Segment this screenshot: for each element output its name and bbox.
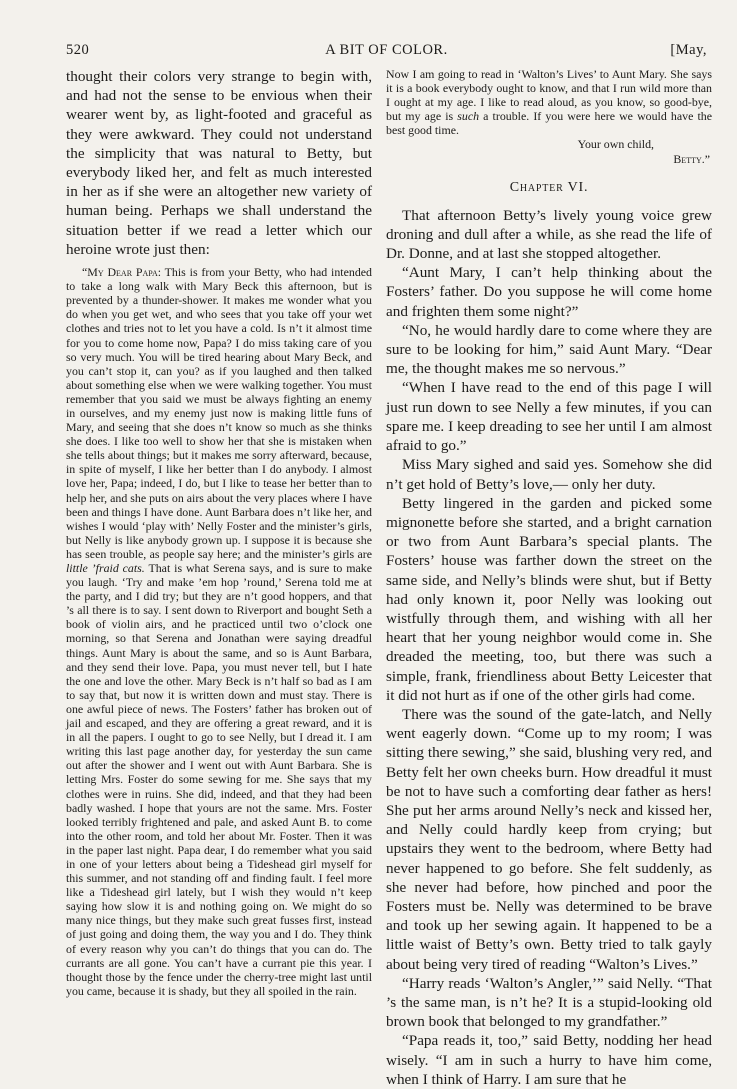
letter-ending-text: Now I am going to read in ‘Walton’s Lives’ to Aunt Mary. She says it is a book everybody ought to know, and that I run wild more than I ought at my age. I like to read aloud, as you know, so good-bye, but my age is bbox=[386, 67, 712, 124]
letter-signature: Betty.” bbox=[673, 151, 710, 166]
right-column bbox=[386, 67, 712, 1089]
letter-ending-tail: a trouble. If you were here we would have the best good time. bbox=[386, 109, 712, 138]
letter-closing: Your own child, bbox=[577, 137, 654, 152]
letter-salutation: “My Dear Papa: bbox=[82, 265, 162, 280]
running-title: A BIT OF COLOR. bbox=[325, 42, 448, 58]
letter-text-part-2: That is what Serena says, and is sure to make you laugh. ‘Try and make ’em hop ’round,’ Serena told me at the party, and I did try; but they are n’t good hoppers, and that ’s all there is to say. I sent down to Riverport and bought Seth a book of violin airs, and he practiced until two o’clock one morning, so that Serena and Jonathan were saying dreadful things. Aunt Mary is about the same, and so is Aunt Barbara, and they send their love. Papa, you must never tell, but I hate the one and love the other. Mary Beck is n’t half so bad as I am to say that, but now it is written down and must stay. There is one awful piece of news. The Fosters’ father has broken out of jail and escaped, and they are offering a great reward, and it is in all the papers. I ought to go to see Nelly, but I dread it. I am writing this last page another day, for yesterday the sun came out after the shower and I went out with Aunt Barbara. She is letting Mrs. Foster do some sewing for me. She says that my clothes were in ruins. She did, indeed, and that they had been badly washed. I hope that yours are not the same. Mrs. Foster looked terribly frightened and pale, and asked Aunt B. to come into the other room, and told her about Mr. Foster. Then it was in the paper last night. Papa dear, I do remember what you said in one of your letters about being a Tideshead girl myself for this summer, and not standing off and finding fault. I feel more like a Tideshead girl lately, but I wish they would n’t keep saying how slow it is and nothing going on. We might do so many nice things, but they make such great fusses first, instead of just going and doing them, the way you and I do. They think of every reason why you can’t do things that you can do. The currants are all gone. You can’t have a currant pie this year. I thought those by the fence under the cherry-tree might last until you came, because it is shady, but they all spoiled in the rain. bbox=[66, 561, 373, 998]
story-paragraph: That afternoon Betty’s lively young voice grew droning and dull after a while, as she read the life of Dr. Donne, and at last she stopped altogether. bbox=[386, 206, 712, 263]
running-month: [May, bbox=[670, 42, 707, 58]
letter-italic-phrase: little ’fraid cats. bbox=[66, 561, 145, 575]
story-paragraph: “Aunt Mary, I can’t help thinking about the Fosters’ father. Do you suppose he will come home and frighten them some night?” bbox=[386, 264, 712, 320]
chapter-heading: Chapter VI. bbox=[509, 179, 589, 195]
story-paragraph: “Papa reads it, too,” said Betty, nodding her head wisely. “I am in such a hurry to have him come, when I think of Harry. I am sure that he bbox=[386, 1032, 712, 1088]
letter-ending-italic: such bbox=[457, 109, 480, 124]
story-paragraph: “Harry reads ‘Walton’s Angler,’” said Nelly. “That ’s the same man, is n’t he? It is a stupid-looking old brown book that belonged to my grandfather.” bbox=[386, 974, 712, 1031]
letter-body bbox=[66, 265, 372, 998]
story-paragraph: There was the sound of the gate-latch, and Nelly went eagerly down. “Come up to my room; I was sitting there sewing,” she said, blushing very red, and Betty felt her own cheeks burn. How dreadful it must be not to have such a comforting dear father as hers! She put her arms around Nelly’s neck and kissed her, and Nelly could hardly keep from crying; but upstairs they went to the bedroom, where Betty had never happened to go before. She felt suddenly, as she never had before, how pinched and poor the Fosters must be. Nelly was determined to be brave and took up her sewing again. It happened to be a little waist of Betty’s own. Betty tried to talk gayly about being very tired of reading “Walton’s Lives.” bbox=[386, 705, 712, 973]
story-paragraph: Miss Mary sighed and said yes. Somehow she did n’t get hold of Betty’s love,— only her duty. bbox=[386, 456, 712, 493]
letter-ending bbox=[386, 67, 712, 137]
running-header bbox=[66, 42, 707, 64]
story-paragraph: “No, he would hardly dare to come where they are sure to be looking for him,” said Aunt Mary. “Dear me, the thought makes me so nervous.” bbox=[386, 321, 712, 378]
letter-signoff bbox=[386, 137, 712, 165]
story-paragraph: Betty lingered in the garden and picked some mignonette before she started, and a bright carnation or two from Aunt Barbara’s special plants. The Fosters’ house was farther down the street on the same side, and Nelly’s blinds were shut, but if Betty had only known it, poor Nelly was looking out wistfully through them, and wishing with all her heart that her young neighbor would come in. She dreaded the meeting, too, but there was such a simple, frank, friendliness about Betty Leicester that it did not hurt as if one of the other girls had come. bbox=[386, 494, 712, 704]
intro-paragraph: thought their colors very strange to begin with, and had not the sense to be envious when their wearer went by, as light-footed and graceful as they were awkward. They could not understand the simplicity that was natural to Betty, but everybody liked her, and felt as much interested in her as if she were an altogether new variety of human being. Perhaps we shall understand the situation better if we read a letter which our heroine wrote just then: bbox=[66, 68, 372, 258]
page-number: 520 bbox=[66, 42, 90, 58]
letter-text-part-1: This is from your Betty, who had intended to take a long walk with Mary Beck this afternoon, but is prevented by a thunder-shower. It makes me wonder what you do when you get wet, and who sees that you take off your wet clothes and tries not to let you have a cold. Is n’t it almost time for you to come home now, Papa? I do miss taking care of you so very much. You will be tired hearing about Mary Beck, and you can’t stop it, can you? as if you laughed and then talked about something else when we were walking together. You must remember that you said we must be always fighting an enemy in ourselves, and my enemy just now is making little funs of Mary, and seeing that she does n’t know so much as she thinks she does. I like too well to show her that she is mistaken when she tells about things; but it makes me sorry afterward, because, in spite of myself, I like her better than I do anybody. I almost love her, Papa; indeed, I do, but I like to tease her better than to help her, and she puts on airs about the very places where I have been and things I have done. Aunt Barbara does n’t like her, and wishes I would ‘play with’ Nelly Foster and the minister’s girls, but Nelly is like anybody grown up. I suppose it is because she has seen trouble, as people say here; and the minister’s girls are bbox=[66, 265, 372, 561]
story-paragraph: “When I have read to the end of this page I will just run down to see Nelly a few minutes, if you can spare me. I keep dreading to see her until I am almost afraid to go.” bbox=[386, 379, 712, 455]
left-column bbox=[66, 67, 372, 998]
